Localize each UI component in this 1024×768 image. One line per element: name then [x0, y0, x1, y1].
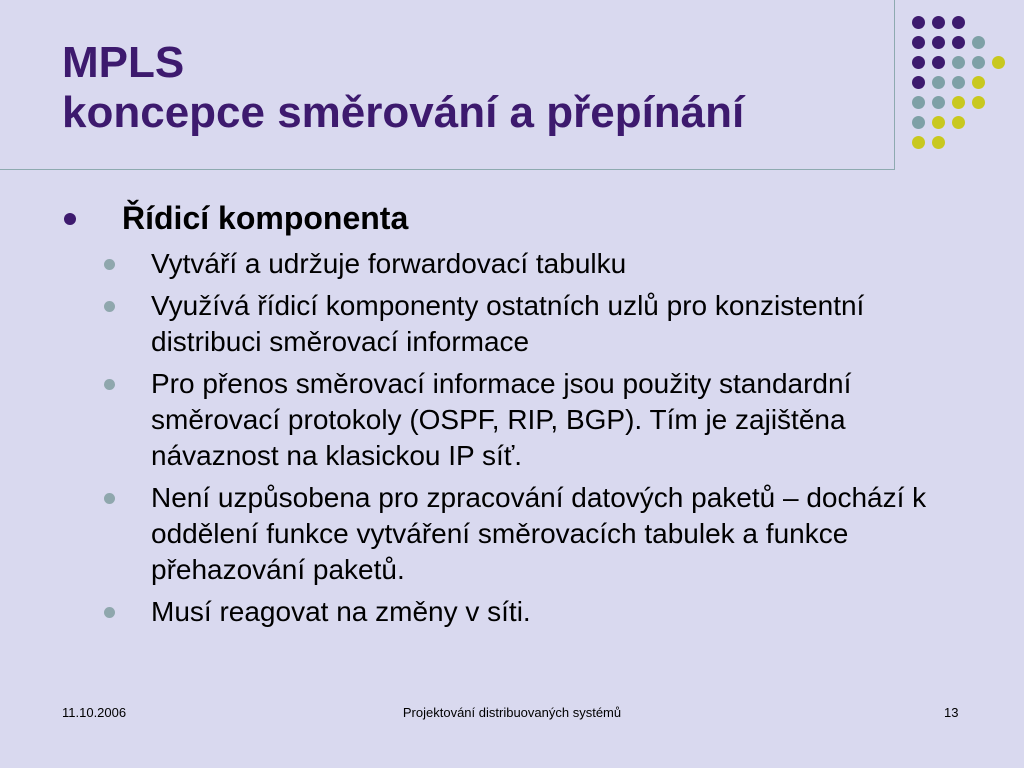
- slide-body: [60, 198, 960, 636]
- decorative-dot: [932, 136, 945, 149]
- decorative-dot: [952, 36, 965, 49]
- footer-page-number: 13: [944, 705, 959, 720]
- decorative-dot: [912, 76, 925, 89]
- footer-title: Projektování distribuovaných systémů: [402, 705, 622, 720]
- footer-date: 11.10.2006: [62, 705, 127, 720]
- main-bullet: [60, 198, 960, 238]
- decorative-dot: [932, 96, 945, 109]
- sub-bullet: [60, 366, 960, 474]
- sub-bullet: [60, 288, 960, 360]
- decorative-dot: [952, 116, 965, 129]
- sub-bullet-marker: [104, 259, 115, 270]
- sub-bullet-text: Vytváří a udržuje forwardovací tabulku: [151, 248, 627, 279]
- sub-bullet: [60, 246, 960, 282]
- decorative-dot: [912, 36, 925, 49]
- sub-bullet-text: Využívá řídicí komponenty ostatních uzlů pro konzistentní distribuci směrovací informace: [151, 290, 865, 357]
- decorative-dot: [912, 136, 925, 149]
- decorative-dot: [972, 96, 985, 109]
- main-bullet-text: Řídicí komponenta: [122, 200, 409, 236]
- sub-bullet: [60, 594, 960, 630]
- decorative-dot: [912, 56, 925, 69]
- decorative-dot: [972, 56, 985, 69]
- sub-bullet-text: Pro přenos směrovací informace jsou použity standardní směrovací protokoly (OSPF, RIP, BGP). Tím je zajištěna návaznost na klasickou IP síť.: [151, 368, 852, 471]
- sub-bullet-list: [60, 246, 960, 630]
- sub-bullet-text: Není uzpůsobena pro zpracování datových paketů – dochází k oddělení funkce vytváření směrovacích tabulek a funkce přehazování paketů.: [151, 482, 927, 585]
- title-line-2: koncepce směrování a přepínání: [62, 88, 745, 137]
- decorative-dot: [952, 76, 965, 89]
- decorative-dot: [912, 16, 925, 29]
- main-bullet-marker: [64, 213, 76, 225]
- sub-bullet-marker: [104, 493, 115, 504]
- sub-bullet-marker: [104, 607, 115, 618]
- decorative-dot: [932, 36, 945, 49]
- decorative-dot: [992, 56, 1005, 69]
- decorative-dot: [912, 96, 925, 109]
- title-divider-vertical: [894, 0, 895, 170]
- title-line-1: MPLS: [62, 38, 185, 87]
- decorative-dot: [952, 16, 965, 29]
- decorative-dot: [932, 56, 945, 69]
- decorative-dot: [932, 16, 945, 29]
- sub-bullet-text: Musí reagovat na změny v síti.: [151, 596, 531, 627]
- decorative-dot: [972, 36, 985, 49]
- decorative-dot-grid: [912, 16, 1012, 146]
- decorative-dot: [952, 96, 965, 109]
- decorative-dot: [972, 76, 985, 89]
- sub-bullet-marker: [104, 379, 115, 390]
- decorative-dot: [912, 116, 925, 129]
- decorative-dot: [932, 76, 945, 89]
- decorative-dot: [952, 56, 965, 69]
- sub-bullet: [60, 480, 960, 588]
- title-divider-horizontal: [0, 169, 895, 170]
- slide-title: [62, 38, 744, 138]
- decorative-dot: [932, 116, 945, 129]
- sub-bullet-marker: [104, 301, 115, 312]
